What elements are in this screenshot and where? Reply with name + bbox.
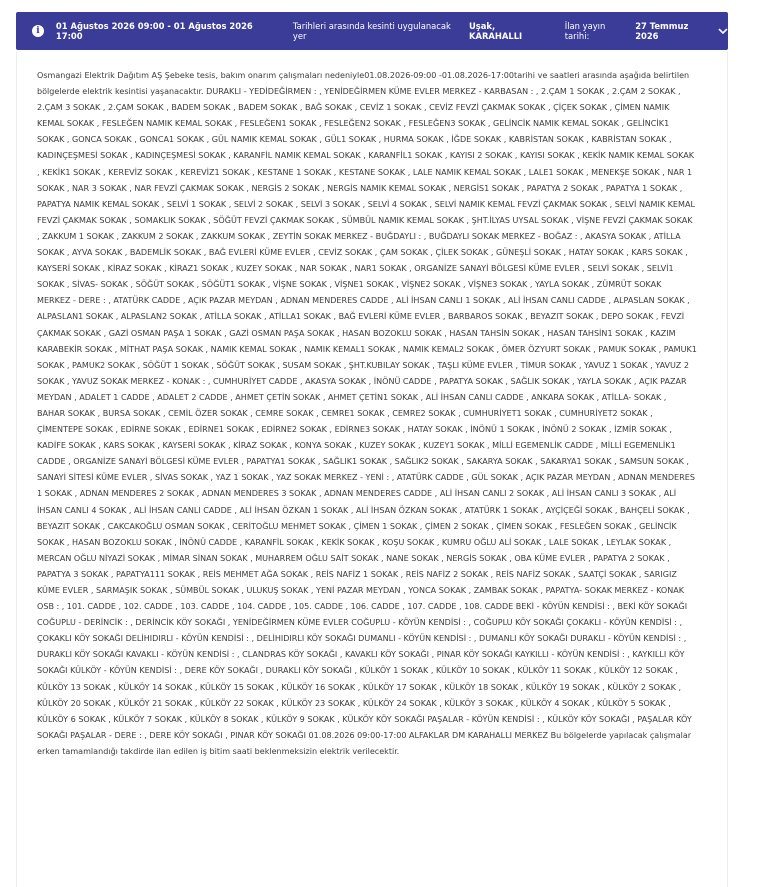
info-icon: i — [32, 25, 44, 37]
chevron-down-icon[interactable] — [718, 26, 728, 36]
outage-dates: 01 Ağustos 2026 09:00 - 01 Ağustos 2026 17:00 — [55, 21, 253, 41]
outage-details-text: Osmangazi Elektrik Dağıtım AŞ Şebeke tesis, bakım onarım çalışmaları nedeniyle01.08.2026-09:00 -01.08.2026-17:00tarihi ve saatleri arasında aşağıda belirtilen bölgelerde elektrik kesintisi yaşanacaktır. DURAKLI - YEDİDEĞİRMEN : , YENİDEĞİRMEN KÜME EVLER MERKEZ - KARBASAN : , 2.ÇAM 1 SOKAK , 2.ÇAM 2 SOKAK , 2.ÇAM 3 SOKAK , 2.ÇAM SOKAK , BADEM SOKAK , BADEM SOKAK , BAĞ SOKAK , CEVİZ 1 SOKAK , CEVİZ FEVZİ ÇAKMAK SOKAK , ÇİÇEK SOKAK , ÇİMEN NAMIK KEMAL SOKAK , FESLEĞEN NAMIK KEMAL SOKAK , FESLEĞEN1 SOKAK , FESLEĞEN2 SOKAK , FESLEĞEN3 SOKAK , GELİNCİK NAMIK KEMAL SOKAK , GELİNCİK1 SOKAK , GONCA SOKAK , GONCA1 SOKAK , GÜL NAMIK KEMAL SOKAK , GÜL1 SOKAK , HURMA SOKAK , İĞDE SOKAK , KABRİSTAN SOKAK , KABRİSTAN SOKAK , KADINÇEŞMESİ SOKAK , KADINÇEŞMESİ SOKAK , KARANFİL NAMIK KEMAL SOKAK , KARANFİL1 SOKAK , KAYISI 2 SOKAK , KAYISI SOKAK , KEKİK NAMIK KEMAL SOKAK , KEKİK1 SOKAK , KEREVİZ SOKAK , KEREVİZ1 SOKAK , KESTANE 1 SOKAK , KESTANE SOKAK , LALE NAMIK KEMAL SOKAK , LALE1 SOKAK , MENEKŞE SOKAK , NAR 1 SOKAK , NAR 3 SOKAK , NAR FEVZİ ÇAKMAK SOKAK , NERGİS 2 SOKAK , NERGİS NAMIK KEMAL SOKAK , NERGİS1 SOKAK , PAPATYA 2 SOKAK , PAPATYA 1 SOKAK , PAPATYA NAMIK KEMAL SOKAK , SELVİ 1 SOKAK , SELVİ 2 SOKAK , SELVİ 3 SOKAK , SELVİ 4 SOKAK , SELVİ NAMIK KEMAL FEVZİ ÇAKMAK SOKAK , SELVİ NAMIK KEMAL FEVZİ ÇAKMAK SOKAK , SOMAKLIK SOKAK , SÖĞÜT FEVZİ ÇAKMAK SOKAK , SÜMBÜL NAMIK KEMAL SOKAK , ŞHT.İLYAS UYSAL SOKAK , VİŞNE FEVZİ ÇAKMAK SOKAK , ZAKKUM 1 SOKAK , ZAKKUM 2 SOKAK , ZAKKUM SOKAK , ZEYTİN SOKAK MERKEZ - BUĞDAYLI : , BUĞDAYLI SOKAK MERKEZ - BOĞAZ : , AKASYA SOKAK , ATİLLA SOKAK , AYVA SOKAK , BADEMLİK SOKAK , BAĞ EVLERİ KÜME EVLER , CEVİZ SOKAK , ÇAM SOKAK , ÇİLEK SOKAK , GÜNEŞLİ SOKAK , HATAY SOKAK , KARS SOKAK , KAYSERİ SOKAK , KİRAZ SOKAK , KİRAZ1 SOKAK , KUZEY SOKAK , NAR SOKAK , NAR1 SOKAK , ORGANİZE SANAYİ BÖLGESİ KÜME EVLER , SELVİ SOKAK , SELVİ1 SOKAK , SİVAS- SOKAK , SÖĞÜT SOKAK , SÖĞÜT1 SOKAK , VİŞNE SOKAK , VİŞNE1 SOKAK , VİŞNE2 SOKAK , VİŞNE3 SOKAK , YAYLA SOKAK , ZÜMRÜT SOKAK MERKEZ - DERE : , ATATÜRK CADDE , AÇIK PAZAR MEYDAN , ADNAN MENDERES CADDE , ALİ İHSAN CANLI 1 SOKAK , ALİ İHSAN CANLI CADDE , ALPASLAN SOKAK , ALPASLAN1 SOKAK , ALPASLAN2 SOKAK , ATİLLA SOKAK , ATİLLA1 SOKAK , BAĞ EVLERİ KÜME EVLER , BARBAROS SOKAK , BEYAZIT SOKAK , DEPO SOKAK , FEVZİ ÇAKMAK SOKAK , GAZİ OSMAN PAŞA 1 SOKAK , GAZİ OSMAN PAŞA SOKAK , HASAN BOZOKLU SOKAK , HASAN TAHSİN SOKAK , HASAN TAHSİN1 SOKAK , KAZIM KARABEKİR SOKAK , MİTHAT PAŞA SOKAK , NAMIK KEMAL SOKAK , NAMIK KEMAL1 SOKAK , NAMIK KEMAL2 SOKAK , ÖMER ÖZYURT SOKAK , PAMUK SOKAK , PAMUK1 SOKAK , PAMUK2 SOKAK , SÖĞÜT 1 SOKAK , SÖĞÜT SOKAK , SUSAM SOKAK , ŞHT.KUBILAY SOKAK , TAŞLI KÜME EVLER , TİMUR SOKAK , YAVUZ 1 SOKAK , YAVUZ 2 SOKAK , YAVUZ SOKAK MERKEZ - KONAK : , CUMHURİYET CADDE , AKASYA SOKAK , İNÖNÜ CADDE , PAPATYA SOKAK , SAĞLIK SOKAK , YAYLA SOKAK , AÇIK PAZAR MEYDAN , ADALET 1 CADDE , ADALET 2 CADDE , AHMET ÇETİN SOKAK , AHMET ÇETİN1 SOKAK , ALİ İHSAN CANLI CADDE , ANKARA SOKAK , ATİLLA- SOKAK , BAHAR SOKAK , BURSA SOKAK , CEMİL ÖZER SOKAK , CEMRE SOKAK , CEMRE1 SOKAK , CEMRE2 SOKAK , CUMHURİYET1 SOKAK , CUMHURİYET2 SOKAK , ÇİMENTEPE SOKAK , EDİRNE SOKAK , EDİRNE1 SOKAK , EDİRNE2 SOKAK , EDİRNE3 SOKAK , HATAY SOKAK , İNÖNÜ 1 SOKAK , İNÖNÜ 2 SOKAK , İZMİR SOKAK , KADİFE SOKAK , KARS SOKAK , KAYSERİ SOKAK , KİRAZ SOKAK , KONYA SOKAK , KUZEY SOKAK , KUZEY1 SOKAK , MİLLİ EGEMENLİK CADDE , MİLLİ EGEMENLİK1 CADDE , ORGANİZE SANAYİ BÖLGESİ KÜME EVLER , PAPATYA1 SOKAK , SAĞLIK1 SOKAK , SAĞLIK2 SOKAK , SAKARYA SOKAK , SAKARYA1 SOKAK , SAMSUN SOKAK , SANAYİ SİTESİ KÜME EVLER , SİVAS SOKAK , YAZ 1 SOKAK , YAZ SOKAK MERKEZ - YENİ : , ATATÜRK CADDE , GÜL SOKAK , AÇIK PAZAR MEYDAN , ADNAN MENDERES 1 SOKAK , ADNAN MENDERES 2 SOKAK , ADNAN MENDERES 3 SOKAK , ADNAN MENDERES CADDE , ALİ İHSAN CANLI 2 SOKAK , ALİ İHSAN CANLI 3 SOKAK , ALİ İHSAN CANLI 4 SOKAK , ALİ İHSAN CANLI CADDE , ALİ İHSAN ÖZKAN 1 SOKAK , ALİ İHSAN ÖZKAN SOKAK , ATATÜRK 1 SOKAK , AYÇİÇEĞİ SOKAK , BAHÇELİ SOKAK , BEYAZIT SOKAK , CAKCAKOĞLU OSMAN SOKAK , CERİTOĞLU MEHMET SOKAK , ÇİMEN 1 SOKAK , ÇİMEN 2 SOKAK , ÇİMEN SOKAK , FESLEĞEN SOKAK , GELİNCİK SOKAK , HASAN BOZOKLU SOKAK , İNÖNÜ CADDE , KARANFİL SOKAK , KEKİK SOKAK , KOŞU SOKAK , KUMRU OĞLU ALİ SOKAK , LALE SOKAK , LEYLAK SOKAK , MERCAN OĞLU NİYAZİ SOKAK , MİMAR SİNAN SOKAK , MUHARREM OĞLU SAİT SOKAK , NANE SOKAK , NERGİS SOKAK , OBA KÜME EVLER , PAPATYA 2 SOKAK , PAPATYA 3 SOKAK , PAPATYA111 SOKAK , REİS MEHMET AĞA SOKAK , REİS NAFİZ 1 SOKAK , REİS NAFİZ 2 SOKAK , REİS NAFİZ SOKAK , SAATÇİ SOKAK , SARIGIZ KÜME EVLER , SARMAŞIK SOKAK , SÜMBÜL SOKAK , ULUKUŞ SOKAK , YENİ PAZAR MEYDAN , YONCA SOKAK , ZAMBAK SOKAK , PAPATYA- SOKAK MERKEZ - KONAK OSB : , 101. CADDE , 102. CADDE , 103. CADDE , 104. CADDE , 105. CADDE , 106. CADDE , 107. CADDE , 108. CADDE BEKİ - KÖYÜN KENDİSİ : , BEKİ KÖY SOKAĞI COĞUPLU - DERİNCİK : , DERİNCİK KÖY SOKAĞI , YENİDEĞİRMEN KÜME EVLER COĞUPLU - KÖYÜN KENDİSİ : , COĞUPLU KÖY SOKAĞI ÇOKAKLI - KÖYÜN KENDİSİ : , ÇOKAKLI KÖY SOKAĞI DELİHIDIRLI - KÖYÜN KENDİSİ : , DELİHIDIRLI KÖY SOKAĞI DUMANLI - KÖYÜN KENDİSİ : , DUMANLI KÖY SOKAĞI DURAKLI - KÖYÜN KENDİSİ : , DURAKLI KÖY SOKAĞI KAVAKLI - KÖYÜN KENDİSİ : , CLANDRAS KÖY SOKAĞI , KAVAKLI KÖY SOKAĞI , PINAR KÖY SOKAĞI KAYKILLI - KÖYÜN KENDİSİ : , KAYKILLI KÖY SOKAĞI KÜLKÖY - KÖYÜN KENDİSİ : , DERE KÖY SOKAĞI , DURAKLI KÖY SOKAĞI , KÜLKÖY 1 SOKAK , KÜLKÖY 10 SOKAK , KÜLKÖY 11 SOKAK , KÜLKÖY 12 SOKAK , KÜLKÖY 13 SOKAK , KÜLKÖY 14 SOKAK , KÜLKÖY 15 SOKAK , KÜLKÖY 16 SOKAK , KÜLKÖY 17 SOKAK , KÜLKÖY 18 SOKAK , KÜLKÖY 19 SOKAK , KÜLKÖY 2 SOKAK , KÜLKÖY 20 SOKAK , KÜLKÖY 21 SOKAK , KÜLKÖY 22 SOKAK , KÜLKÖY 23 SOKAK , KÜLKÖY 24 SOKAK , KÜLKÖY 3 SOKAK , KÜLKÖY 4 SOKAK , KÜLKÖY 5 SOKAK , KÜLKÖY 6 SOKAK , KÜLKÖY 7 SOKAK , KÜLKÖY 8 SOKAK , KÜLKÖY 9 SOKAK , KÜLKÖY KÖY SOKAĞI PAŞALAR - KÖYÜN KENDİSİ : , KÜLKÖY KÖY SOKAĞI , PAŞALAR KÖY SOKAĞI PAŞALAR - DERE : , DERE KÖY SOKAĞI , PINAR KÖY SOKAĞI 01.08.2026 09:00-17:00 ALFAKLAR DM KARAHALLI MERKEZ Bu bölgelerde yapılacak çalışmalar erken tamamlandığı takdirde ilan edilen iş bitim saati beklenmeksizin elektrik verilecektir. — [37, 71, 697, 756]
outage-message: Tarihleri arasında kesinti uygulanacak yer — [292, 21, 451, 41]
outage-notice-header[interactable] — [16, 12, 728, 50]
outage-location: Uşak, KARAHALLI — [468, 21, 523, 41]
publish-date-label: İlan yayın tarihi: — [564, 21, 606, 41]
publish-date: 27 Temmuz 2026 — [635, 21, 689, 41]
